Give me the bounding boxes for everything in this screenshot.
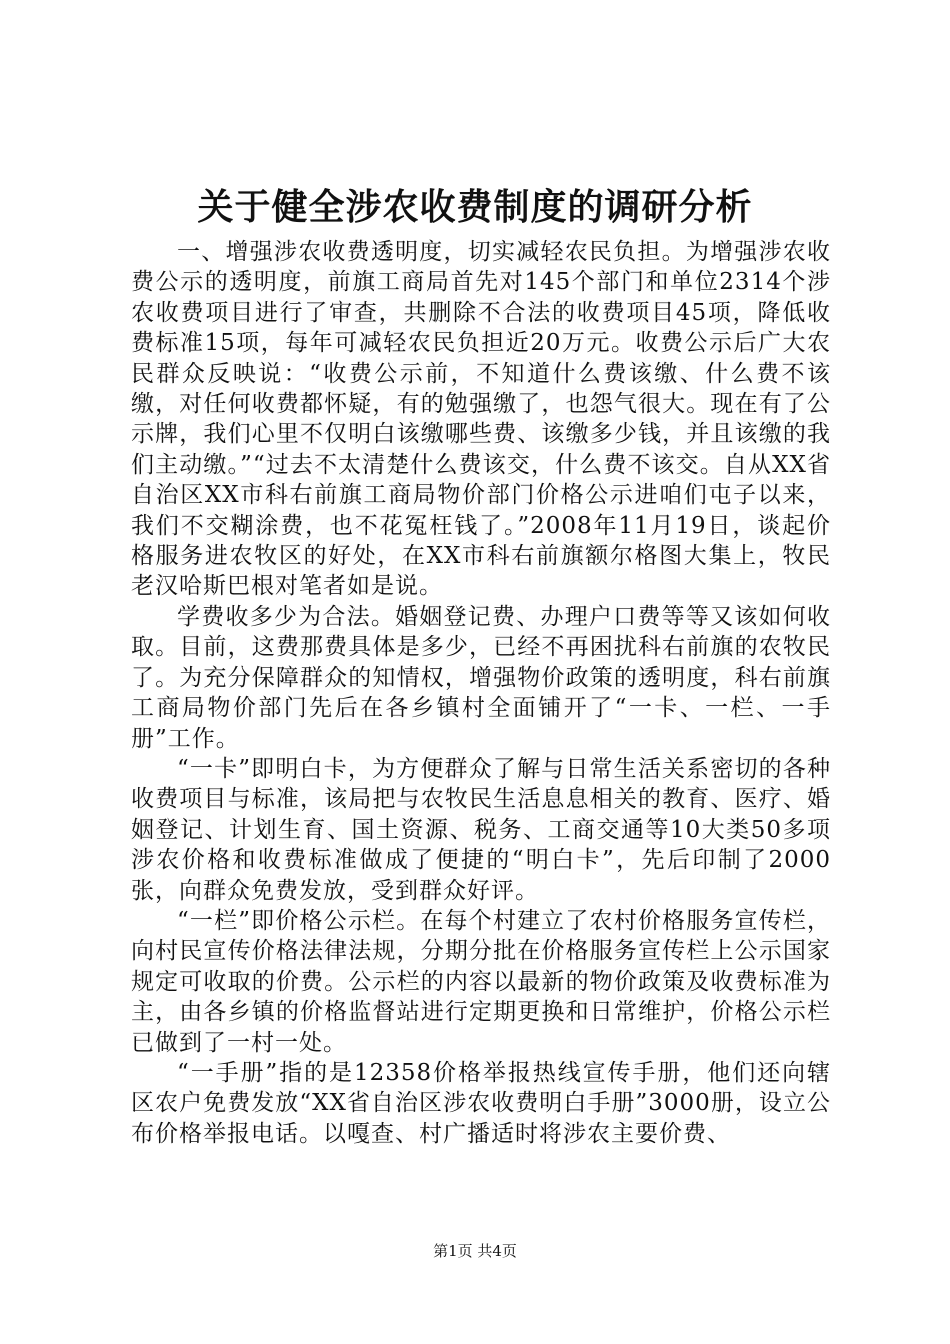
paragraph-5: “一手册”指的是12358价格举报热线宣传手册，他们还向辖区农户免费发放“XX省自治区涉农收费明白手册”3000册，设立公布价格举报电话。以嘎查、村广播适时将涉农主要价费、 [131,1059,831,1147]
page-footer: 第1页 共4页 [433,1242,517,1260]
paragraph-2: 学费收多少为合法。婚姻登记费、办理户口费等等又该如何收取。目前，这费那费具体是多少，已经不再困扰科右前旗的农牧民了。为充分保障群众的知情权，增强物价政策的透明度，科右前旗工商局物价部门先后在各乡镇村全面铺开了“一卡、一栏、一手册”工作。 [131,603,831,752]
document-title: 关于健全涉农收费制度的调研分析 [197,186,753,228]
paragraph-1: 一、增强涉农收费透明度，切实减轻农民负担。为增强涉农收费公示的透明度，前旗工商局首先对145个部门和单位2314个涉农收费项目进行了审查，共删除不合法的收费项目45项，降低收费标准15项，每年可减轻农民负担近20万元。收费公示后广大农民群众反映说：“收费公示前，不知道什么费该缴、什么费不该缴，对任何收费都怀疑，有的勉强缴了，也怨气很大。现在有了公示牌，我们心里不仅明白该缴哪些费、该缴多少钱，并且该缴的我们主动缴。”“过去不太清楚什么费该交，什么费不该交。自从XX省自治区XX市科右前旗工商局物价部门价格公示进咱们屯子以来，我们不交糊涂费，也不花冤枉钱了。”2008年11月19日，谈起价格服务进农牧区的好处，在XX市科右前旗额尔格图大集上，牧民老汉哈斯巴根对笔者如是说。 [131,239,831,600]
paragraph-3: “一卡”即明白卡，为方便群众了解与日常生活关系密切的各种收费项目与标准，该局把与农牧民生活息息相关的教育、医疗、婚姻登记、计划生育、国土资源、税务、工商交通等10大类50多项涉农价格和收费标准做成了便捷的“明白卡”，先后印制了2000张，向群众免费发放，受到群众好评。 [131,755,831,904]
document-body [131,237,831,1149]
paragraph-4: “一栏”即价格公示栏。在每个村建立了农村价格服务宣传栏，向村民宣传价格法律法规，分期分批在价格服务宣传栏上公示国家规定可收取的价费。公示栏的内容以最新的物价政策及收费标准为主，由各乡镇的价格监督站进行定期更换和日常维护，价格公示栏已做到了一村一处。 [131,907,831,1056]
